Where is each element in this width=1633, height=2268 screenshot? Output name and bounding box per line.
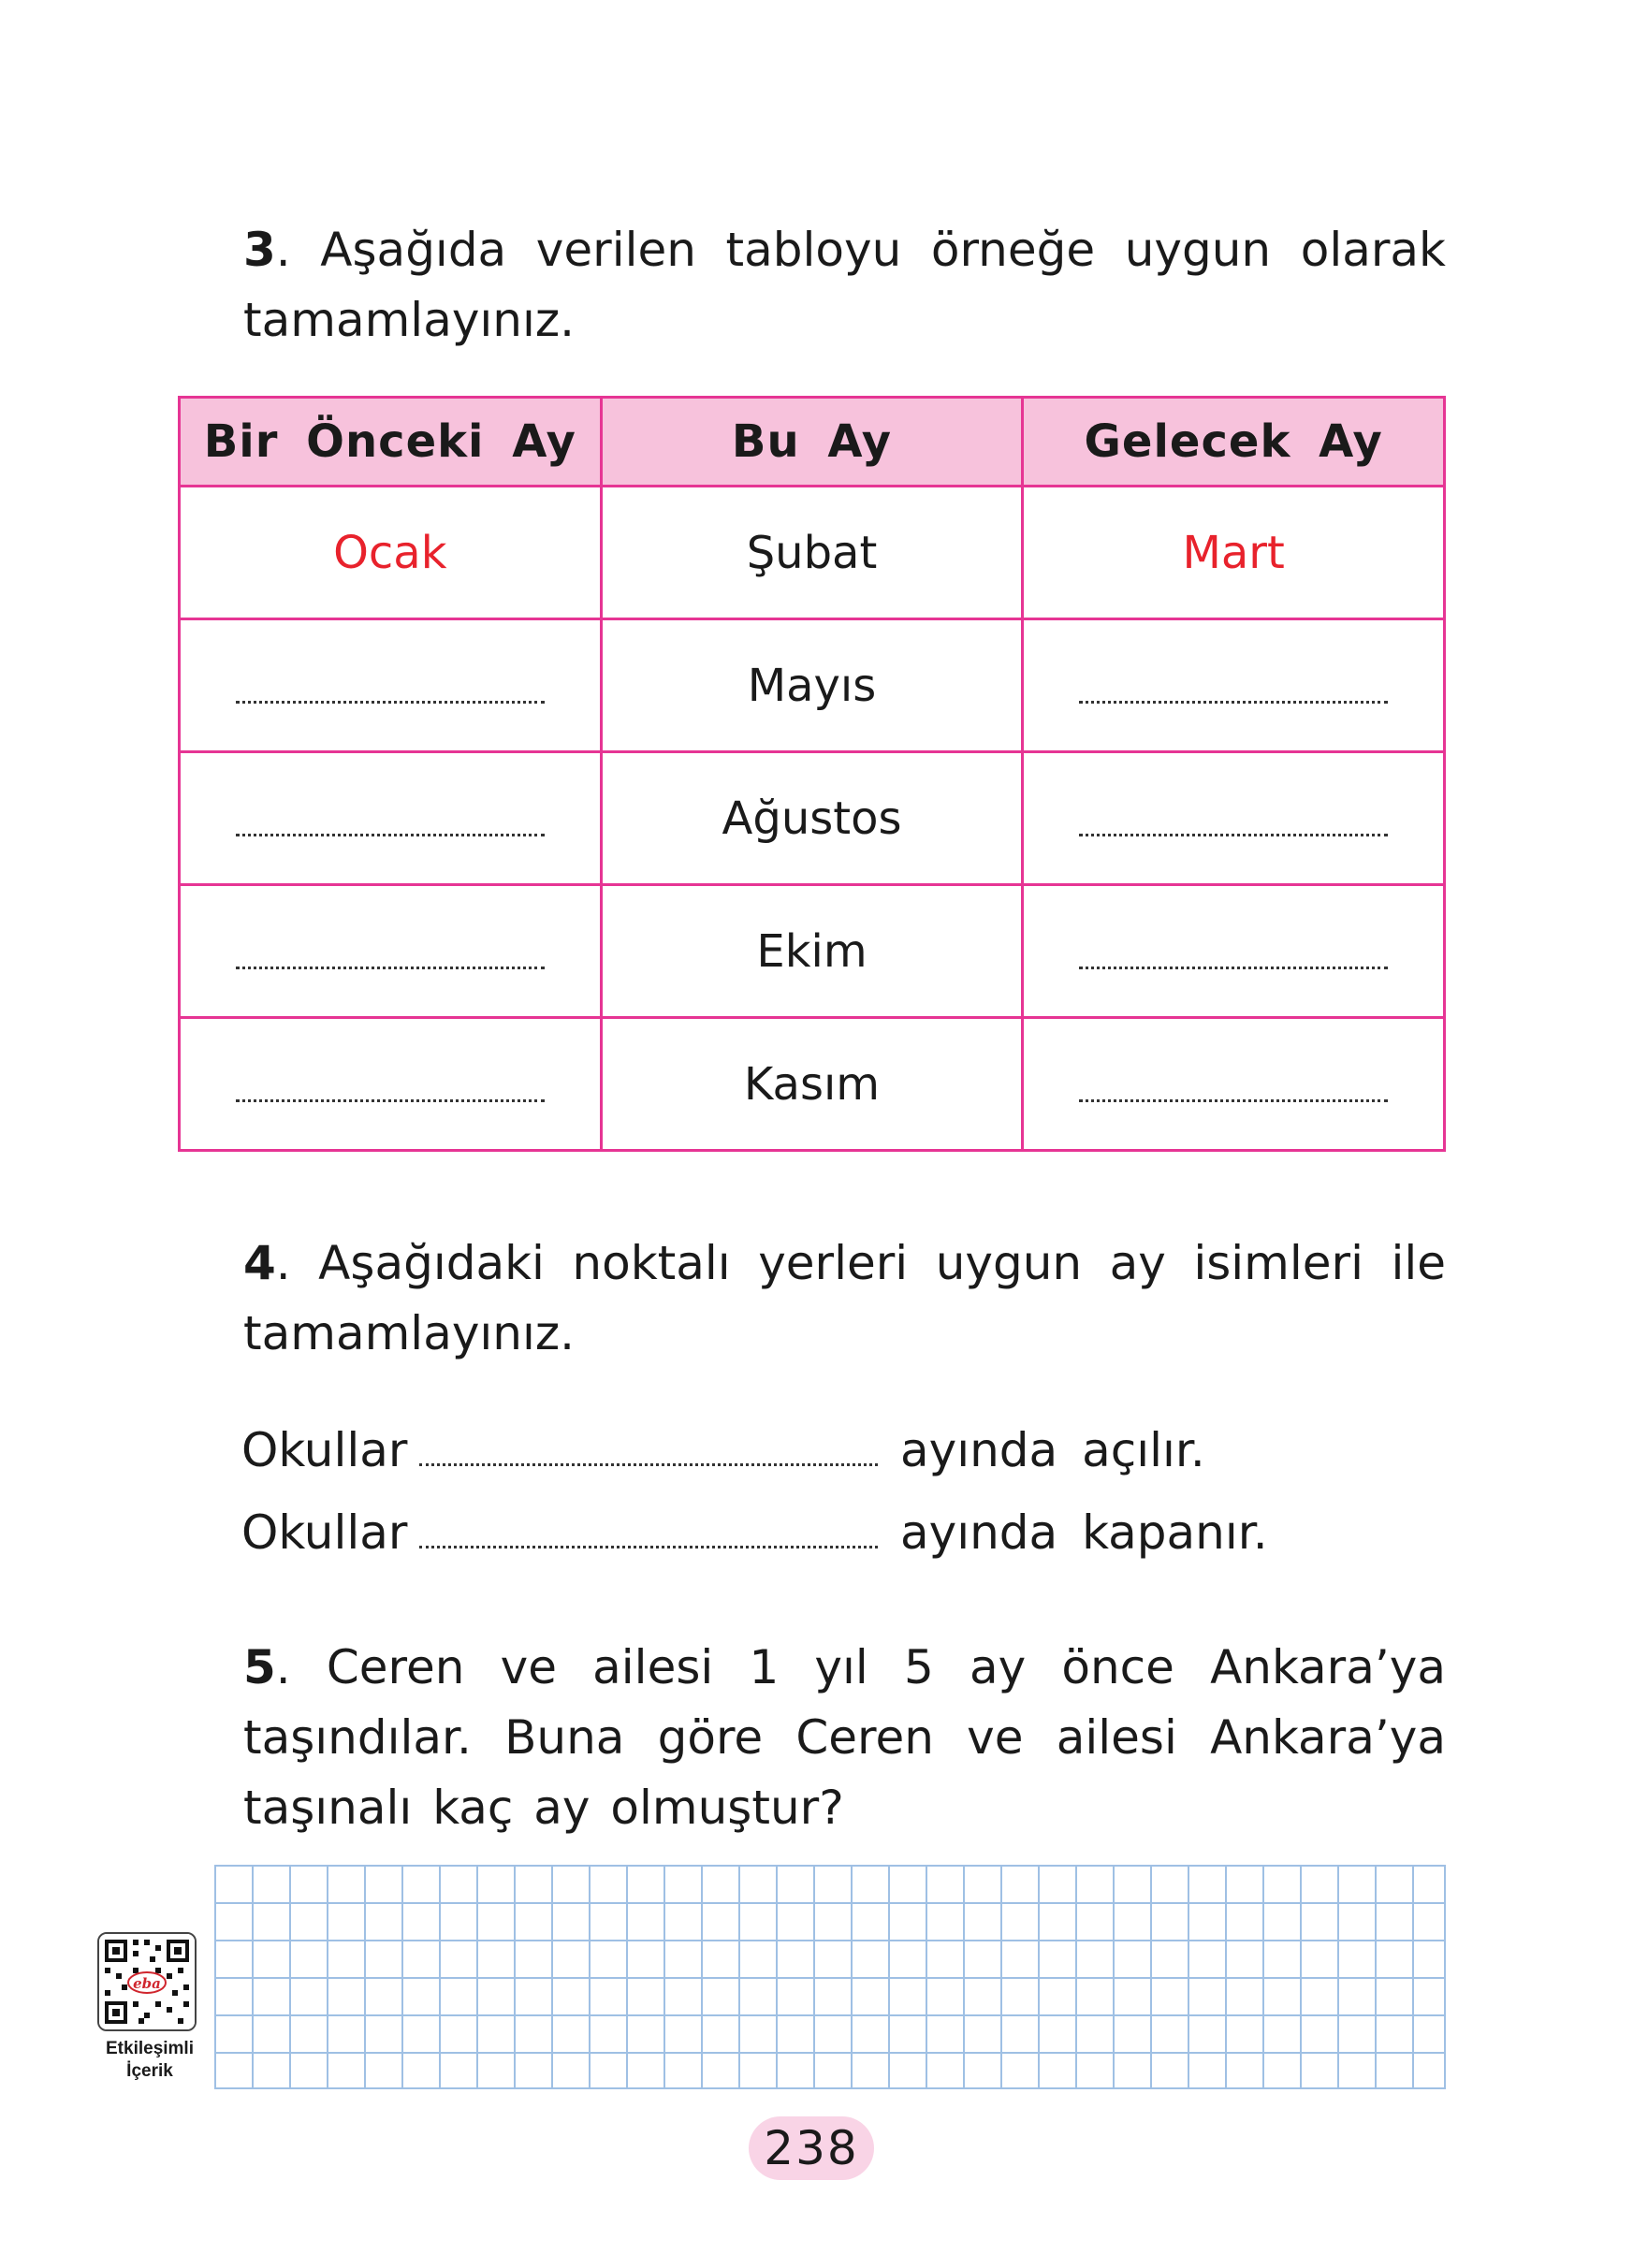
example-current: Şubat [601,487,1023,619]
blank-previous-cell[interactable] [180,1018,602,1151]
qr-code-icon[interactable] [97,1932,197,2031]
blank-next-cell[interactable] [1023,1018,1445,1151]
dotted-blank [1079,938,1388,969]
fill-line-suffix: ayında kapanır. [900,1505,1268,1560]
blank-next-cell[interactable] [1023,619,1445,752]
dotted-blank [236,1071,545,1102]
months-table [178,396,1446,1152]
dotted-blank [236,938,545,969]
dotted-blank [236,673,545,704]
current-month-cell: Ekim [601,885,1023,1018]
qr-caption [84,2038,215,2083]
table-row-example [180,487,1445,619]
question-5-text: . Ceren ve ailesi 1 yıl 5 ay önce Ankara’ya taşındılar. Buna göre Ceren ve ailesi Ankara’ya taşınalı kaç ay olmuştur? [243,1640,1446,1835]
current-month-cell: Mayıs [601,619,1023,752]
example-next: Mart [1023,487,1445,619]
current-month-cell: Ağustos [601,752,1023,885]
question-4 [178,1228,1446,1369]
header-previous-month: Bir Önceki Ay [180,398,602,487]
table-row [180,619,1445,752]
dotted-blank [1079,673,1388,704]
qr-caption-line2: İçerik [126,2061,173,2081]
fill-line-closes [241,1500,1268,1565]
question-3-number: 3 [243,223,276,277]
header-this-month: Bu Ay [601,398,1023,487]
fill-line-label: Okullar [241,1505,408,1560]
blank-previous-cell[interactable] [180,619,602,752]
answer-blank[interactable] [419,1435,878,1466]
dotted-blank [236,806,545,836]
table-header-row [180,398,1445,487]
current-month-cell: Kasım [601,1018,1023,1151]
question-5 [178,1633,1446,1843]
qr-code-graphic [99,1934,195,2029]
blank-next-cell[interactable] [1023,885,1445,1018]
dotted-blank [1079,806,1388,836]
table-row [180,1018,1445,1151]
question-5-number: 5 [243,1640,276,1694]
blank-previous-cell[interactable] [180,752,602,885]
answer-blank[interactable] [419,1518,878,1548]
fill-line-suffix: ayında açılır. [900,1423,1205,1477]
answer-grid[interactable] [214,1865,1446,2089]
fill-line-label: Okullar [241,1423,408,1477]
table-row [180,752,1445,885]
question-3 [178,215,1446,356]
question-4-text: . Aşağıdaki noktalı yerleri uygun ay isimleri ile tamamlayınız. [243,1236,1446,1360]
blank-previous-cell[interactable] [180,885,602,1018]
question-3-text: . Aşağıda verilen tabloyu örneğe uygun olarak tamamlayınız. [243,223,1446,347]
fill-line-opens [241,1418,1205,1483]
table-row [180,885,1445,1018]
qr-caption-line1: Etkileşimli [106,2039,194,2058]
dotted-blank [1079,1071,1388,1102]
question-4-number: 4 [243,1236,276,1290]
qr-badge: eba [133,1975,161,1992]
blank-next-cell[interactable] [1023,752,1445,885]
header-next-month: Gelecek Ay [1023,398,1445,487]
page-number: 238 [749,2116,874,2180]
example-previous: Ocak [180,487,602,619]
